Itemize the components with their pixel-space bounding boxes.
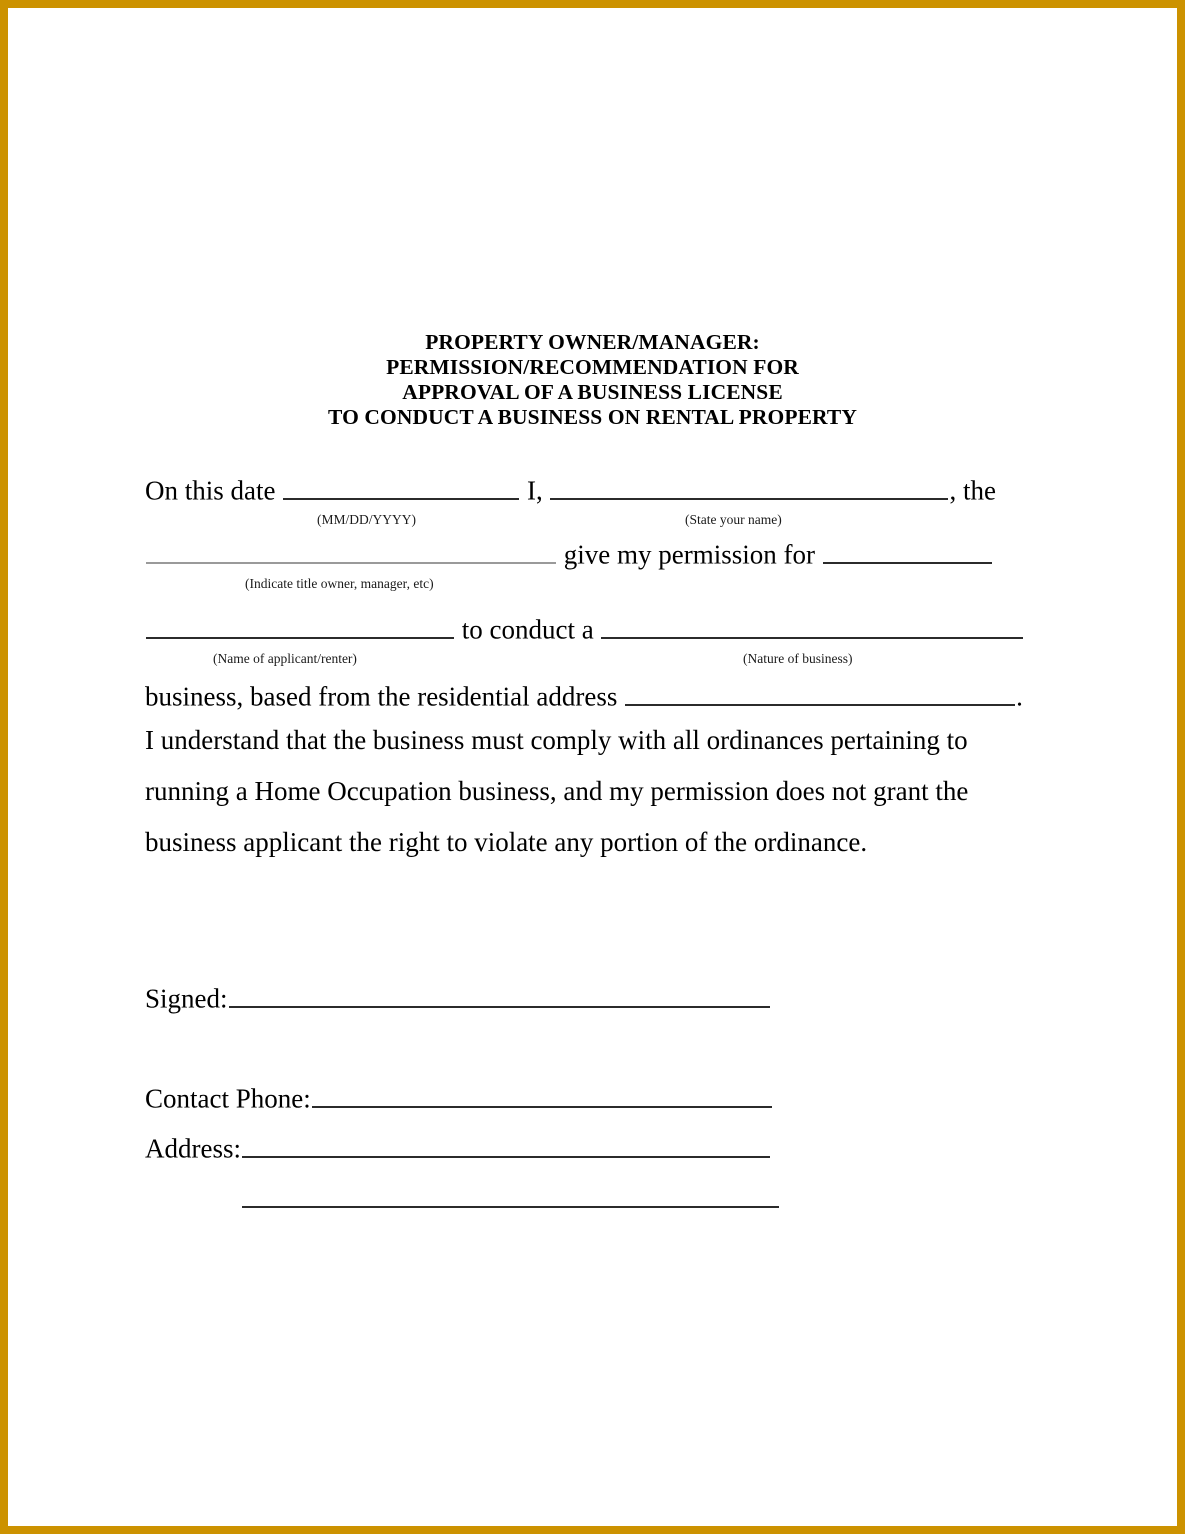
owner-title-field[interactable] bbox=[146, 534, 556, 564]
signed-label: Signed: bbox=[145, 983, 228, 1014]
declarant-name-caption: (State your name) bbox=[685, 512, 782, 527]
acknowledgement-line-2: running a Home Occupation business, and my permission does not grant the bbox=[145, 776, 969, 806]
period-mark: . bbox=[1016, 681, 1023, 712]
nature-of-business-field[interactable] bbox=[601, 609, 1023, 639]
title-line-3: APPROVAL OF A BUSINESS LICENSE bbox=[402, 380, 783, 404]
to-conduct-a-label: to conduct a bbox=[455, 614, 601, 645]
form-line-applicant-nature bbox=[145, 609, 1024, 666]
address-field-line-2[interactable] bbox=[242, 1178, 779, 1208]
declarant-name-field[interactable] bbox=[550, 470, 948, 500]
page-title bbox=[8, 330, 1177, 430]
form-sheet bbox=[8, 8, 1177, 1526]
residential-address-field[interactable] bbox=[625, 676, 1015, 706]
applicant-name-caption: (Name of applicant/renter) bbox=[213, 651, 357, 666]
applicant-name-field[interactable] bbox=[146, 609, 454, 639]
date-field-caption: (MM/DD/YYYY) bbox=[317, 512, 416, 527]
permission-for-field[interactable] bbox=[823, 534, 992, 564]
contact-phone-row bbox=[145, 1078, 773, 1113]
address-row-2 bbox=[241, 1178, 780, 1213]
the-label: , the bbox=[949, 475, 996, 506]
form-line-title-permission bbox=[145, 534, 993, 591]
give-permission-label: give my permission for bbox=[557, 539, 822, 570]
signed-row bbox=[145, 978, 771, 1013]
owner-title-caption: (Indicate title owner, manager, etc) bbox=[245, 576, 434, 591]
form-line-residential-address bbox=[145, 676, 1023, 711]
title-line-1: PROPERTY OWNER/MANAGER: bbox=[425, 330, 760, 354]
form-line-date-name bbox=[145, 470, 996, 527]
contact-phone-field[interactable] bbox=[312, 1078, 772, 1108]
on-this-date-label: On this date bbox=[145, 475, 283, 506]
i-label: I, bbox=[520, 475, 550, 506]
address-row bbox=[145, 1128, 771, 1163]
nature-of-business-caption: (Nature of business) bbox=[743, 651, 853, 666]
residential-address-label: business, based from the residential address bbox=[145, 681, 625, 712]
title-line-4: TO CONDUCT A BUSINESS ON RENTAL PROPERTY bbox=[328, 405, 857, 429]
signature-field[interactable] bbox=[229, 978, 770, 1008]
address-field[interactable] bbox=[242, 1128, 770, 1158]
date-field[interactable] bbox=[283, 470, 519, 500]
contact-phone-label: Contact Phone: bbox=[145, 1083, 311, 1114]
acknowledgement-line-1: I understand that the business must comply with all ordinances pertaining to bbox=[145, 725, 968, 755]
address-label: Address: bbox=[145, 1133, 241, 1164]
title-line-2: PERMISSION/RECOMMENDATION FOR bbox=[386, 355, 799, 379]
acknowledgement-line-3: business applicant the right to violate any portion of the ordinance. bbox=[145, 827, 868, 857]
